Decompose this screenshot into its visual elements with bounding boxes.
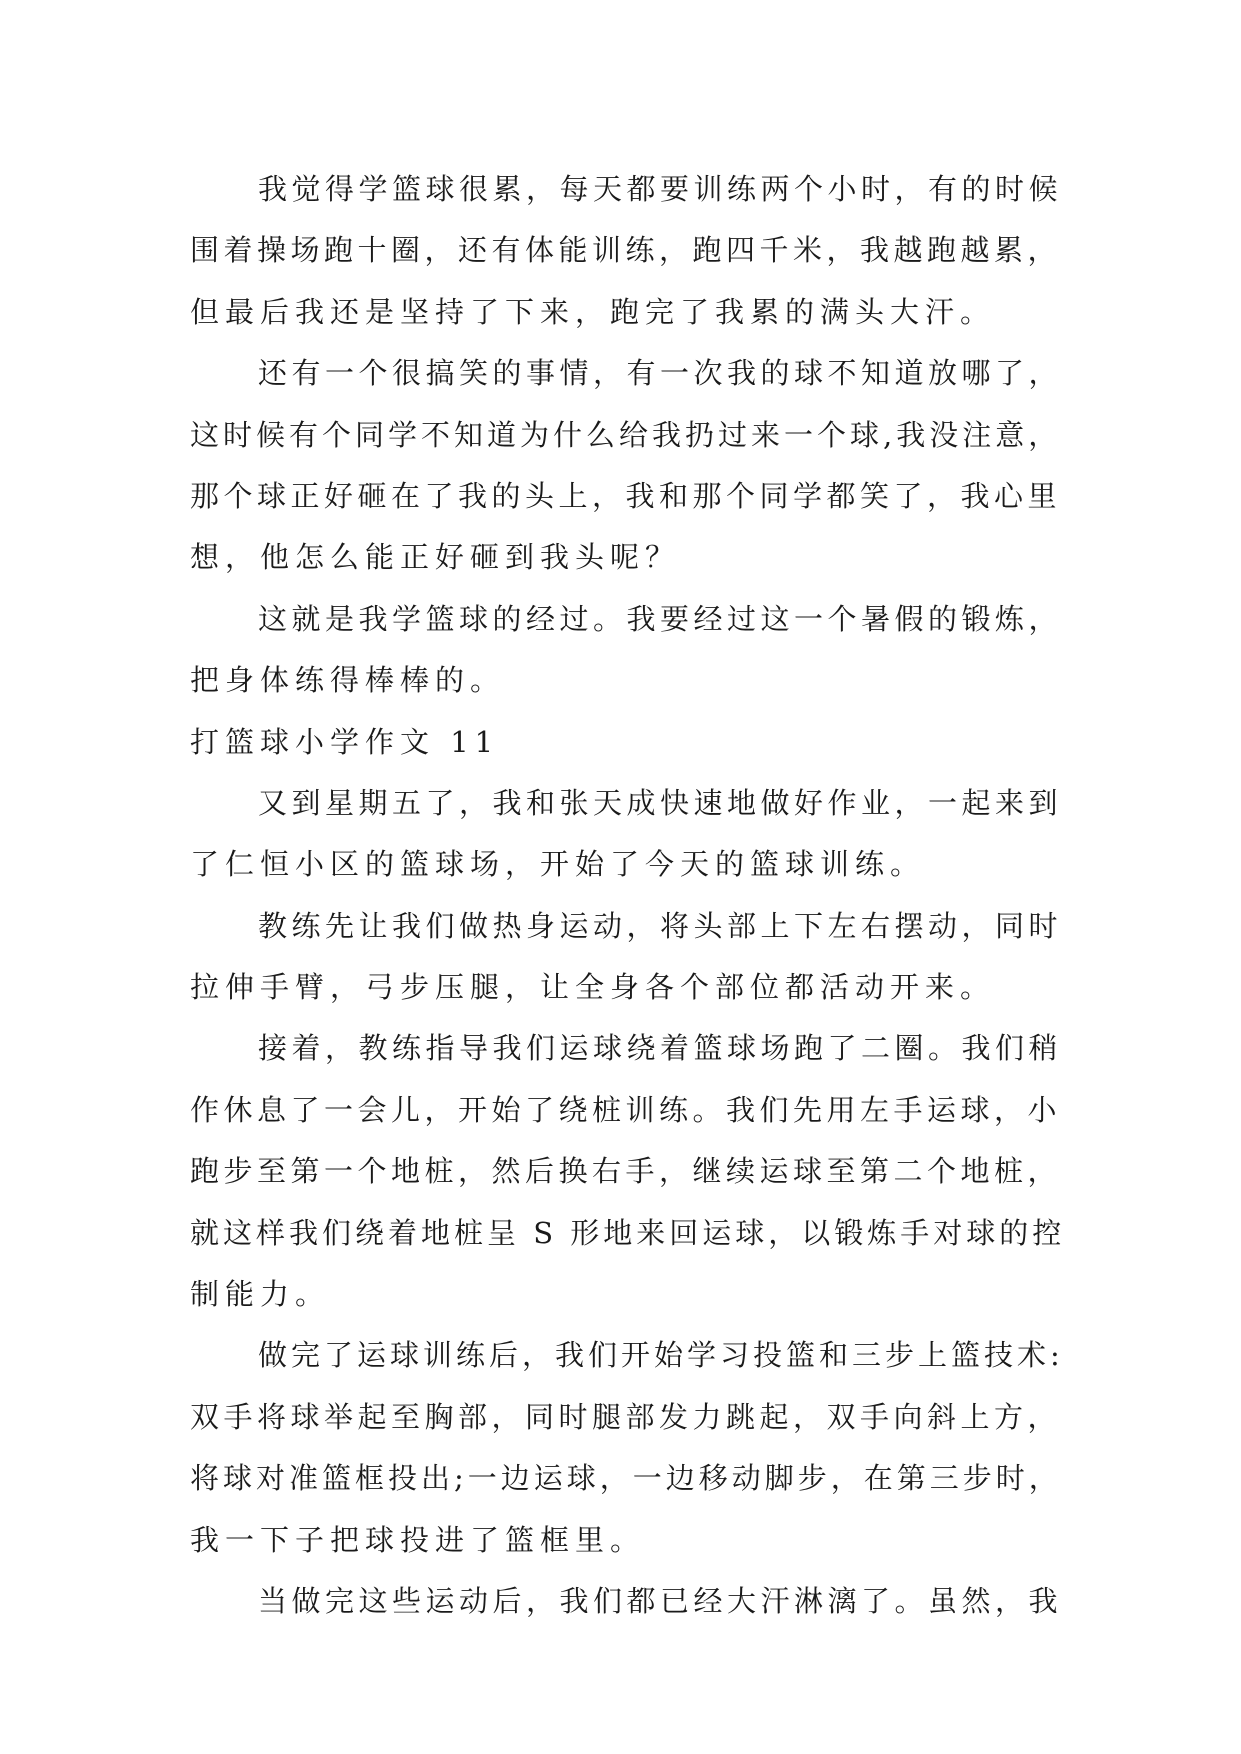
text-line: 拉伸手臂，弓步压腿，让全身各个部位都活动开来。	[190, 970, 996, 1005]
text-line: 跑步至第一个地桩，然后换右手，继续运球至第二个地桩，	[190, 1154, 1062, 1189]
text-line: 作休息了一会儿，开始了绕桩训练。我们先用左手运球，小	[190, 1092, 1062, 1127]
text-line: 教练先让我们做热身运动，将头部上下左右摆动，同时	[258, 908, 1063, 943]
text-line: 接着，教练指导我们运球绕着篮球场跑了二圈。我们稍	[258, 1031, 1063, 1066]
text-line: 把身体练得棒棒的。	[190, 663, 506, 698]
text-line: 我觉得学篮球很累，每天都要训练两个小时，有的时候	[258, 172, 1063, 206]
text-line: 围着操场跑十圈，还有体能训练，跑四千米，我越跑越累，	[190, 233, 1062, 268]
text-line: 这时候有个同学不知道为什么给我扔过来一个球,我没注意，	[190, 417, 1062, 452]
text-line: 打篮球小学作文 11	[190, 724, 500, 759]
text-line: 但最后我还是坚持了下来，跑完了我累的满头大汗。	[190, 294, 996, 329]
text-line: 我一下子把球投进了篮框里。	[190, 1522, 646, 1557]
text-line: 就这样我们绕着地桩呈 S 形地来回运球，以锻炼手对球的控	[190, 1215, 1066, 1250]
document-body	[190, 159, 1070, 1632]
text-line: 双手将球举起至胸部，同时腿部发力跳起，双手向斜上方，	[190, 1399, 1062, 1434]
text-line: 当做完这些运动后，我们都已经大汗淋漓了。虽然，我	[258, 1583, 1063, 1618]
text-line: 这就是我学篮球的经过。我要经过这一个暑假的锻炼，	[258, 601, 1063, 636]
text-line: 将球对准篮框投出;一边运球，一边移动脚步，在第三步时，	[190, 1461, 1062, 1496]
text-line: 那个球正好砸在了我的头上，我和那个同学都笑了，我心里	[190, 478, 1062, 513]
text-line: 又到星期五了，我和张天成快速地做好作业，一起来到	[258, 785, 1063, 820]
text-line: 还有一个很搞笑的事情，有一次我的球不知道放哪了，	[258, 356, 1063, 391]
text-line: 制能力。	[190, 1277, 331, 1312]
text-line: 了仁恒小区的篮球场，开始了今天的篮球训练。	[190, 847, 926, 882]
text-line: 做完了运球训练后，我们开始学习投篮和三步上篮技术:	[258, 1338, 1064, 1373]
text-line: 想，他怎么能正好砸到我头呢？	[190, 540, 681, 575]
